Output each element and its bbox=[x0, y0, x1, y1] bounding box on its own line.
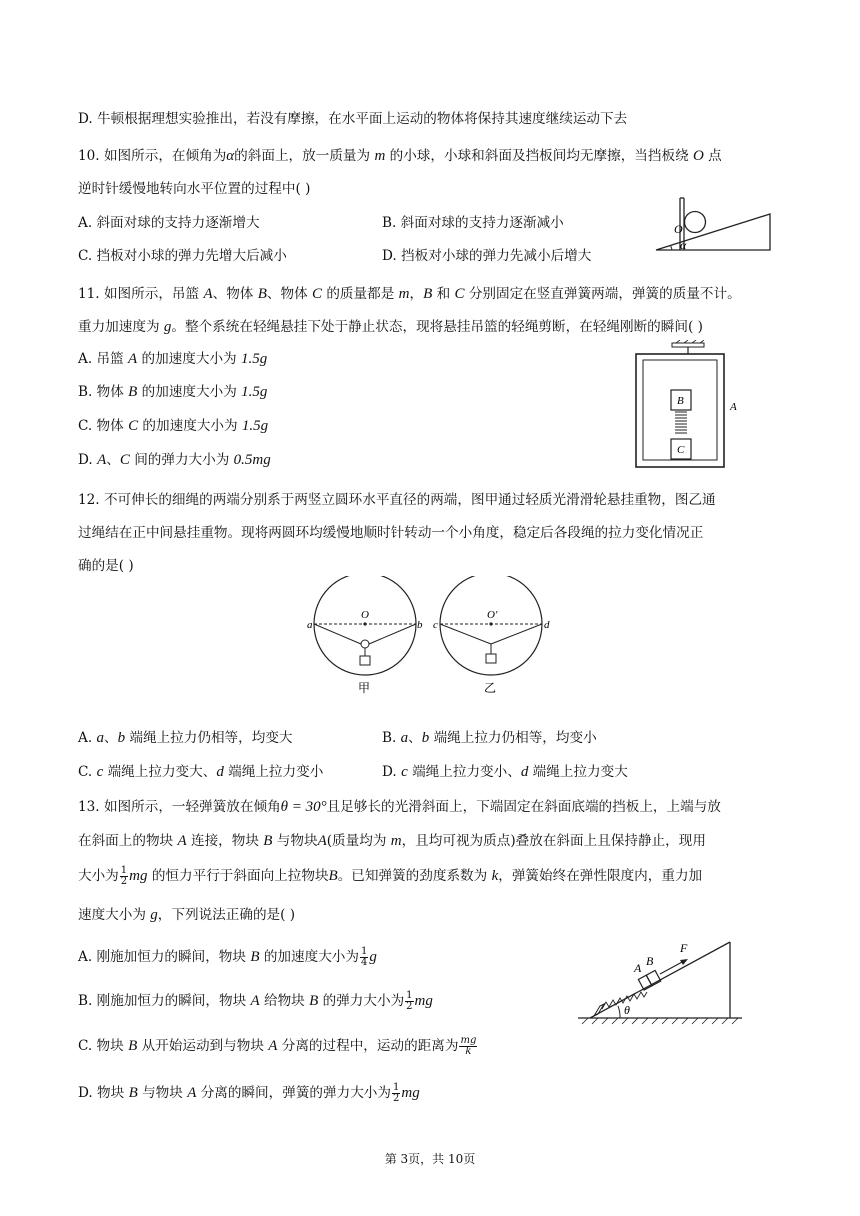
q11-option-a: A. 吊篮 A 的加速度大小为 1.5g bbox=[78, 351, 268, 367]
q11-stem-line2: 重力加速度为 g。整个系统在轻绳悬挂下处于静止状态，现将悬挂吊篮的轻绳剪断，在轻绳刚断的瞬间( ) bbox=[78, 319, 703, 335]
q10-label-o: O bbox=[674, 222, 683, 236]
q13-label-b: B bbox=[646, 954, 654, 968]
q10-option-a: A. 斜面对球的支持力逐渐增大 bbox=[78, 215, 260, 231]
q13-spring-incline-figure bbox=[576, 934, 746, 1026]
page-footer: 第 3页，共 10页 bbox=[384, 1152, 476, 1166]
q10-option-b: B. 斜面对球的支持力逐渐减小 bbox=[382, 215, 564, 231]
q12-label-a: a bbox=[307, 619, 313, 631]
q13-label-a: A bbox=[634, 961, 642, 975]
fraction-one-half: $\frac{1}{2}$ bbox=[406, 990, 413, 1012]
q11-option-c: C. 物体 C 的加速度大小为 1.5g bbox=[78, 418, 269, 434]
q12-label-yi: 乙 bbox=[484, 681, 497, 695]
q13-stem-line3: 大小为 $\frac{1}{2}$ mg 的恒力平行于斜面向上拉物块B。已知弹簧的劲度系数为 k，弹簧始终在弹性限度内，重力加 bbox=[78, 865, 703, 887]
q10-option-c: C. 挡板对小球的弹力先增大后减小 bbox=[78, 248, 287, 264]
q10-label-alpha: α bbox=[680, 238, 687, 252]
q12-stem-line2: 过绳结在正中间悬挂重物。现将两圆环均缓慢地顺时针转动一个小角度，稳定后各段绳的拉力变化情况正 bbox=[78, 525, 704, 541]
q13-label-theta: θ bbox=[624, 1003, 630, 1017]
q12-option-d: D. c 端绳上拉力变小、d 端绳上拉力变大 bbox=[382, 764, 628, 780]
q12-rings-figure bbox=[303, 576, 565, 696]
q9-option-d: D. 牛顿根据理想实验推出，若没有摩擦，在水平面上运动的物体将保持其速度继续运动下去 bbox=[78, 111, 628, 127]
q11-option-d: D. A、C 间的弹力大小为 0.5mg bbox=[78, 452, 271, 468]
q12-option-a: A. a、b 端绳上拉力仍相等，均变大 bbox=[78, 730, 293, 746]
q11-label-b: B bbox=[677, 395, 684, 407]
q10-option-d: D. 挡板对小球的弹力先减小后增大 bbox=[382, 248, 592, 264]
q10-stem-line1: 10. 如图所示，在倾角为α的斜面上，放一质量为 m 的小球，小球和斜面及挡板间均无摩擦，当挡板绕 O 点 bbox=[78, 148, 722, 164]
q11-basket-figure bbox=[628, 340, 748, 472]
q12-option-b: B. a、b 端绳上拉力仍相等，均变小 bbox=[382, 730, 597, 746]
q13-label-f: F bbox=[680, 941, 688, 955]
q13-stem-line1: 13. 如图所示，一轻弹簧放在倾角θ = 30°且足够长的光滑斜面上，下端固定在斜面底端的挡板上，上端与放 bbox=[78, 799, 721, 815]
q12-option-c: C. c 端绳上拉力变大、d 端绳上拉力变小 bbox=[78, 764, 324, 780]
fraction-one-half: $\frac{1}{2}$ bbox=[120, 865, 128, 887]
q12-label-b: b bbox=[417, 619, 423, 631]
q11-stem-line1: 11. 如图所示，吊篮 A、物体 B、物体 C 的质量都是 m，B 和 C 分别固定在竖直弹簧两端，弹簧的质量不计。 bbox=[78, 286, 741, 302]
q10-stem-line2: 逆时针缓慢地转向水平位置的过程中( ) bbox=[78, 181, 311, 197]
q13-option-b: B. 刚施加恒力的瞬间，物块 A 给物块 B 的弹力大小为 $\frac{1}{2}$ mg bbox=[78, 990, 433, 1012]
fraction-one-quarter: $\frac{1}{4}$ bbox=[360, 946, 368, 968]
q13-option-d: D. 物块 B 与物块 A 分离的瞬间，弹簧的弹力大小为 $\frac{1}{2}$ mg bbox=[78, 1082, 420, 1104]
q12-stem-line1: 12. 不可伸长的细绳的两端分别系于两竖立圆环水平直径的两端，图甲通过轻质光滑滑轮悬挂重物，图乙通 bbox=[78, 492, 716, 508]
q10-incline-figure bbox=[648, 192, 778, 256]
q12-label-d: d bbox=[544, 619, 550, 631]
q13-stem-line4: 速度大小为 g，下列说法正确的是( ) bbox=[78, 907, 296, 923]
q12-label-jia: 甲 bbox=[358, 681, 371, 695]
q11-option-b: B. 物体 B 的加速度大小为 1.5g bbox=[78, 384, 268, 400]
q13-option-c: C. 物块 B 从开始运动到与物块 A 分离的过程中，运动的距离为 $\frac{mg}{k}$ bbox=[78, 1035, 477, 1057]
q11-label-c: C bbox=[677, 444, 685, 456]
q13-stem-line2: 在斜面上的物块 A 连接，物块 B 与物块A(质量均为 m，且均可视为质点)叠放在斜面上且保持静止，现用 bbox=[78, 833, 706, 849]
q12-stem-line3: 确的是( ) bbox=[78, 558, 134, 574]
q11-label-a: A bbox=[730, 401, 737, 413]
q12-label-o: O bbox=[361, 609, 369, 621]
fraction-one-half: $\frac{1}{2}$ bbox=[393, 1082, 400, 1104]
q12-label-o-prime: O′ bbox=[487, 609, 498, 621]
fraction-mg-over-k: $\frac{mg}{k}$ bbox=[460, 1035, 477, 1057]
q12-label-c: c bbox=[433, 619, 438, 631]
q13-option-a: A. 刚施加恒力的瞬间，物块 B 的加速度大小为 $\frac{1}{4}$ g bbox=[78, 946, 377, 968]
